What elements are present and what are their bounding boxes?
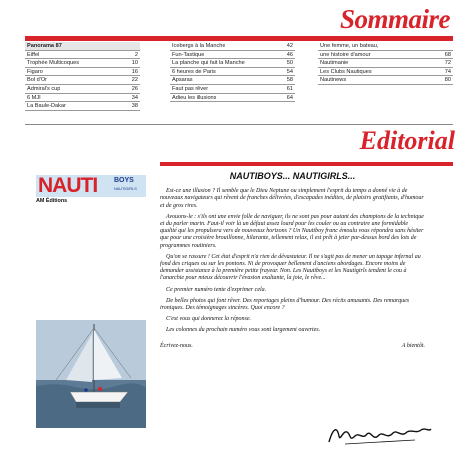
toc-entry-page: 50 bbox=[286, 60, 293, 67]
toc-entry-label: Nautinews bbox=[320, 77, 347, 84]
logo-main-text: NAUTI bbox=[38, 175, 98, 197]
sign-off-left: Écrivez-nous. bbox=[160, 342, 193, 349]
section-divider bbox=[25, 124, 453, 125]
editorial-paragraph: Les colonnes du prochain numéro vous sont largement ouvertes. bbox=[166, 327, 321, 334]
toc-entry bbox=[25, 85, 140, 94]
toc-entry-page: 22 bbox=[131, 77, 138, 84]
toc-entry-label: Bol d'Or bbox=[27, 77, 48, 84]
toc-entry bbox=[170, 51, 295, 60]
toc-entry bbox=[25, 42, 140, 51]
toc-entry bbox=[25, 76, 140, 85]
toc-entry bbox=[25, 68, 140, 77]
sommaire-title: Sommaire bbox=[339, 4, 450, 34]
toc-entry-label: Icebergs à la Manche bbox=[172, 43, 226, 49]
toc-entry bbox=[25, 102, 140, 111]
toc-entry-label: Nautimanie bbox=[320, 60, 349, 67]
toc-entry-page: 54 bbox=[286, 68, 293, 75]
toc-entry-page: 10 bbox=[131, 60, 138, 67]
toc-entry bbox=[170, 68, 295, 77]
toc-entry-label: Faut pas rêver bbox=[172, 85, 209, 92]
toc-entry-label: Apsaras bbox=[172, 77, 193, 84]
toc-entry-page: 72 bbox=[444, 60, 451, 67]
toc-entry-label: Eiffel bbox=[27, 51, 40, 58]
toc-entry bbox=[318, 76, 453, 85]
sommaire-rule bbox=[25, 36, 453, 41]
editorial-headline: NAUTIBOYS... NAUTIGIRLS... bbox=[229, 171, 356, 181]
toc-entry-page: 61 bbox=[286, 85, 293, 92]
editorial-paragraph: De belles photos qui font rêver. Des reportages pleins d'humour. Des récits amusants. Des remarques ironiques. Des témoignages sincères. Quoi encore ? bbox=[160, 297, 410, 312]
toc-entry bbox=[318, 51, 453, 60]
editorial-paragraph: Ce premier numéro tente d'exprimer cela. bbox=[166, 286, 267, 293]
toc-entry-label: Trophée Multicoques bbox=[27, 60, 80, 67]
toc-entry-page: 42 bbox=[286, 43, 293, 49]
sailboat-image-icon bbox=[36, 320, 146, 428]
toc-entry-page: 26 bbox=[131, 85, 138, 92]
toc-entry bbox=[170, 42, 295, 51]
sailing-photo bbox=[36, 320, 146, 428]
toc-entry-label: 6 MJI bbox=[27, 94, 41, 101]
toc-entry-page: 64 bbox=[286, 94, 293, 101]
toc-entry bbox=[25, 51, 140, 60]
toc-entry-label: Admiral's cup bbox=[27, 85, 61, 92]
toc-entry-page: 80 bbox=[444, 77, 451, 84]
toc-entry-page: 2 bbox=[134, 51, 138, 58]
toc-column-3 bbox=[318, 42, 453, 85]
toc-entry-page: 74 bbox=[444, 68, 451, 75]
toc-entry-label: La Baule-Dakar bbox=[27, 103, 66, 110]
sign-off-right: A bientôt. bbox=[401, 342, 425, 349]
toc-entry-page: 68 bbox=[444, 51, 451, 58]
toc-entry-label: 6 heures de Paris bbox=[172, 68, 216, 75]
publisher-name: AM Éditions bbox=[36, 198, 68, 204]
toc-entry bbox=[170, 59, 295, 68]
toc-entry-label: La planche qui fait la Manche bbox=[172, 60, 245, 67]
editorial-paragraph: Qu'on se rassure ! Cet état d'esprit n'a rien de dévastateur. Il ne s'agit pas de mener un tapage infernal au fond des criques ou sur les pontons. Ni de provoquer bellement d'anciens abordages. Encore moins de demander assistance à la première petite frayeur. Non. Les Nautiboys et les Nautigirls tendent le cou à l'anarchie pour mieux découvrir l'évasion exaltante, la joie, le rêve... bbox=[160, 253, 421, 282]
toc-entry-label: Fun-Tastique bbox=[172, 51, 205, 58]
editorial-rule bbox=[160, 162, 453, 166]
logo-sub-text: NAUTIGIRLS bbox=[114, 187, 137, 191]
toc-entry-page: 16 bbox=[131, 68, 138, 75]
logo-boys-text: BOYS bbox=[114, 177, 134, 184]
toc-entry-label: une histoire d'amour bbox=[320, 51, 371, 58]
toc-entry-page: 58 bbox=[286, 77, 293, 84]
toc-entry-page: 38 bbox=[131, 103, 138, 110]
toc-entry-page: 46 bbox=[286, 51, 293, 58]
toc-entry-label: Panorama 87 bbox=[27, 43, 62, 49]
sign-off-line bbox=[160, 343, 425, 350]
toc-column-1 bbox=[25, 42, 140, 111]
toc-entry bbox=[170, 94, 295, 103]
toc-column-2 bbox=[170, 42, 295, 102]
toc-entry bbox=[170, 85, 295, 94]
signature-icon bbox=[325, 420, 435, 450]
editorial-title: Editorial bbox=[359, 126, 455, 155]
toc-entry bbox=[25, 59, 140, 68]
editorial-body bbox=[160, 173, 425, 350]
toc-entry-label: Adieu les illusions bbox=[172, 94, 217, 101]
magazine-logo bbox=[36, 175, 146, 197]
editorial-paragraphs bbox=[160, 188, 425, 334]
toc-entry bbox=[318, 42, 453, 51]
toc-entry-label: Figaro bbox=[27, 68, 43, 75]
toc-entry-page: 34 bbox=[131, 94, 138, 101]
toc-entry-label: Une femme, un bateau, bbox=[320, 43, 379, 49]
toc-entry bbox=[25, 94, 140, 103]
editorial-paragraph: Avouons-le : s'ils ont une envie folle de naviguer, ils ne sont pas pour autant des champions de la technique et du parler marin. Faut-il voir là un défaut assez lourd pour les couler ou au contraire une formidable qualité qui les propulsera vers de nouveaux horizons ? Un Nautiboy franc émoulu vous répondra sans hésiter que pour une croisière brouillonne, hilarante, tellement relax, il est prêt à jeter par-dessus bord des lots de programmes routiniers. bbox=[160, 213, 424, 249]
toc-entry bbox=[318, 59, 453, 68]
toc-entry-label: Les Clubs Nautiques bbox=[320, 68, 372, 75]
toc-entry bbox=[170, 76, 295, 85]
toc-entry bbox=[318, 68, 453, 77]
editorial-paragraph: Est-ce une illusion ? Il semble que le Dieu Neptune ou simplement l'esprit du temps a donné vie à de nouveaux navigateurs qui rêvent de franches délivrées, d'escapades inédites, de plaisirs gratifiants, d'humour et de gros rires. bbox=[160, 188, 424, 209]
editorial-paragraph: C'est vous qui donnerez la réponse. bbox=[166, 316, 252, 323]
